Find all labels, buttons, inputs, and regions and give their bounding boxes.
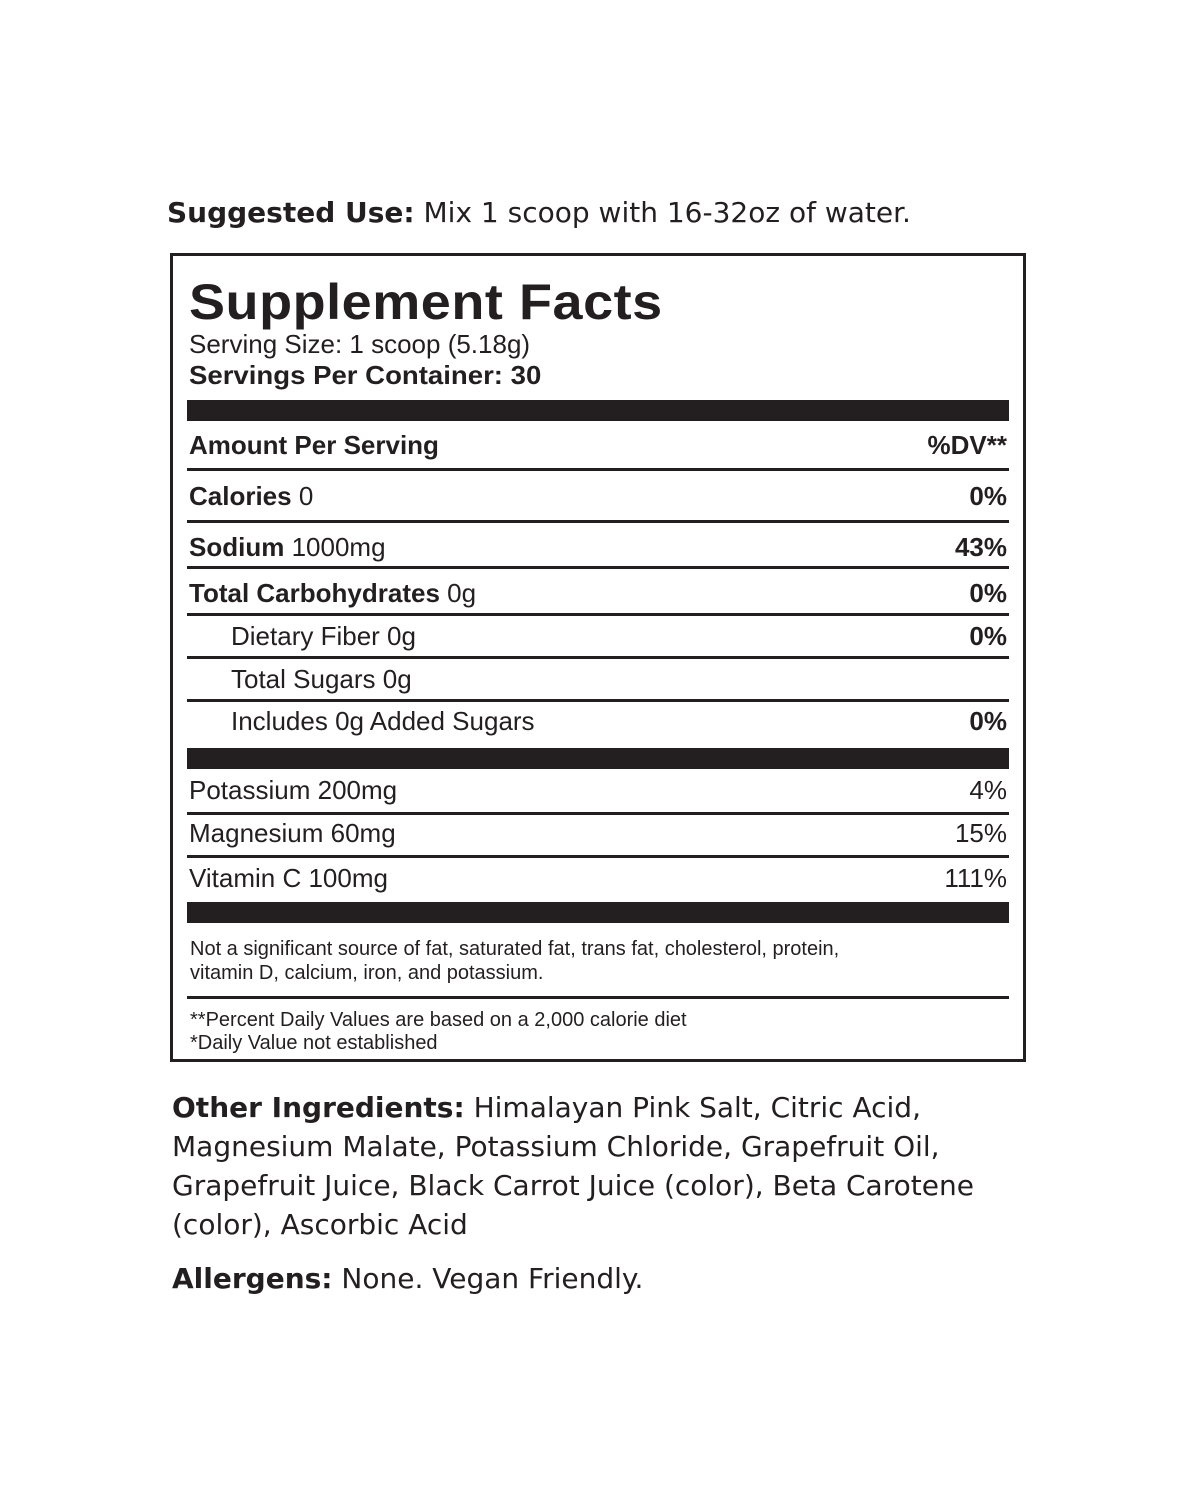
allergens-text: None. Vegan Friendly. (332, 1262, 644, 1295)
nutrient-label (189, 578, 476, 608)
divider (187, 656, 1009, 659)
amount-per-serving-label: Amount Per Serving (189, 430, 439, 460)
nutrient-label: Includes 0g Added Sugars (231, 706, 535, 736)
suggested-use (167, 196, 911, 230)
thick-divider (187, 400, 1009, 421)
divider (187, 520, 1009, 523)
nutrient-label: Total Sugars 0g (231, 664, 412, 694)
other-ingredients-text: Himalayan Pink Salt, Citric Acid, Magnesium Malate, Potassium Chloride, Grapefruit Oil, Grapefruit Juice, Black Carrot Juice (color), Beta Carotene (color), Ascorbic Acid (172, 1091, 974, 1241)
nutrient-dv: 111% (944, 863, 1007, 893)
not-established-footnote: *Daily Value not established (190, 1032, 438, 1054)
nutrient-dv: 43% (954, 532, 1007, 562)
nutrient-amount: 0g (439, 578, 477, 608)
nutrient-dv: 0% (969, 621, 1007, 651)
dv-header-label: %DV** (927, 430, 1007, 460)
divider (187, 613, 1009, 616)
nutrient-amount: 0 (291, 481, 314, 511)
nutrient-dv: 15% (954, 818, 1007, 848)
nutrient-dv: 0% (969, 578, 1007, 608)
thick-divider (187, 902, 1009, 923)
facts-title: Supplement Facts (189, 274, 663, 330)
suggested-use-label: Suggested Use: (167, 196, 415, 229)
serving-size: Serving Size: 1 scoop (5.18g) (189, 329, 531, 359)
divider (187, 812, 1009, 815)
suggested-use-text: Mix 1 scoop with 16-32oz of water. (414, 196, 911, 229)
divider (187, 566, 1009, 569)
nutrient-dv: 0% (969, 706, 1007, 736)
nutrient-name: Calories (189, 481, 292, 511)
nutrient-label: Vitamin C 100mg (189, 863, 388, 893)
supplement-facts-panel (170, 253, 1026, 1062)
nutrient-label (189, 532, 386, 562)
nutrient-label: Magnesium 60mg (189, 818, 396, 848)
allergens-label: Allergens: (172, 1262, 333, 1295)
servings-per-container: Servings Per Container: 30 (189, 360, 542, 390)
other-ingredients-label: Other Ingredients: (172, 1091, 465, 1124)
not-significant-note-line-1: Not a significant source of fat, saturated fat, trans fat, cholesterol, protein, (190, 938, 840, 960)
other-ingredients (172, 1088, 1002, 1244)
not-significant-note-line-2: vitamin D, calcium, iron, and potassium. (190, 962, 544, 984)
nutrient-dv: 4% (969, 775, 1007, 805)
nutrient-dv: 0% (969, 481, 1007, 511)
nutrient-name: Total Carbohydrates (189, 578, 440, 608)
divider (187, 996, 1009, 999)
nutrient-label (189, 481, 313, 511)
daily-value-footnote: **Percent Daily Values are based on a 2,000 calorie diet (190, 1009, 687, 1031)
allergens (172, 1262, 643, 1296)
thick-divider (187, 748, 1009, 769)
nutrient-label: Dietary Fiber 0g (231, 621, 416, 651)
divider (187, 468, 1009, 471)
divider (187, 855, 1009, 858)
nutrient-name: Sodium (189, 532, 285, 562)
nutrient-label: Potassium 200mg (189, 775, 398, 805)
nutrient-amount: 1000mg (284, 532, 386, 562)
divider (187, 699, 1009, 702)
